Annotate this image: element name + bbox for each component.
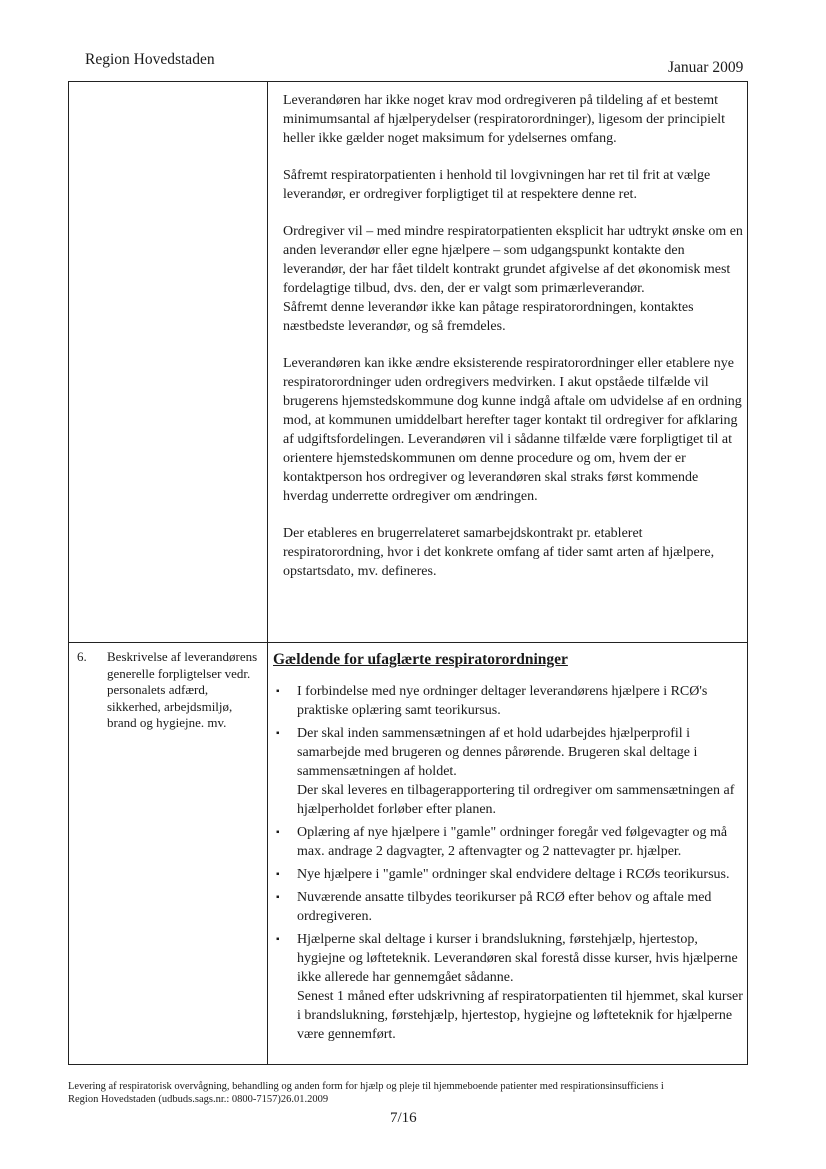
bullet-icon: ▪ — [276, 728, 280, 739]
column-divider — [267, 82, 268, 1064]
bullet-list — [273, 682, 743, 1044]
page-number: 7/16 — [390, 1110, 417, 1126]
requirements-table — [68, 81, 748, 1065]
list-item — [273, 682, 743, 720]
section-label: Beskrivelse af leverandørens generelle forpligtelser vedr. personalets adfærd, sikkerhed, arbejdsmiljø, brand og hygiejne. mv. — [107, 649, 258, 730]
list-item — [273, 865, 743, 884]
list-item — [273, 930, 743, 1044]
section-heading: Gældende for ufaglærte respiratorordninger — [273, 651, 568, 668]
row-divider — [69, 642, 747, 643]
paragraph: Såfremt denne leverandør ikke kan påtage respiratorordningen, kontaktes næstbedste leverandør, og så fremdeles. — [283, 300, 694, 334]
paragraph: Ordregiver vil – med mindre respiratorpatienten eksplicit har udtrykt ønske om en anden leverandør eller egne hjælpere – som udgangspunkt kontakte den leverandør, der har fået tildelt kontrakt grundet afgivelse af det økonomisk mest fordelagtige tilbud, dvs. den, der er valgt som primærleverandør. — [283, 224, 743, 296]
bullet-icon: ▪ — [276, 686, 280, 697]
paragraph: Leverandøren kan ikke ændre eksisterende respiratorordninger eller etablere nye respiratorordninger uden ordregivers medvirken. I akut opståede tilfælde vil brugerens hjemstedskommune dog kunne indgå aftale om udvidelse af en ordning mod, at kommunen umiddelbart herefter tager kontakt til ordregiver for afklaring af udgiftsfordelingen. Leverandøren vil i sådanne tilfælde være forpligtiget til at orientere hjemstedskommunen om denne procedure og om, hvem der er kontaktperson hos ordregiver og leverandøren skal straks først kommende hverdag underrette ordregiver om ændringen. — [283, 356, 742, 504]
list-item — [273, 823, 743, 861]
list-item-text: Der skal inden sammensætningen af et hold udarbejdes hjælperprofil i samarbejde med brugeren og dennes pårørende. Brugeren skal deltage i sammensætningen af holdet. — [297, 726, 698, 779]
list-item-text: Oplæring af nye hjælpere i "gamle" ordninger foregår ved følgevagter og må max. andrage 2 dagvagter, 2 aftenvagter og 2 nattevagter pr. hjælper. — [297, 825, 728, 859]
paragraph: Der etableres en brugerrelateret samarbejdskontrakt pr. etableret respiratorordning, hvor i det konkrete omfang af tider samt arten af hjælpere, opstartsdato, mv. defineres. — [283, 526, 715, 579]
bullet-icon: ▪ — [276, 827, 280, 838]
header-organization: Region Hovedstaden — [85, 51, 215, 68]
bullet-icon: ▪ — [276, 934, 280, 945]
previous-section-cell — [283, 91, 745, 599]
list-item-text: Hjælperne skal deltage i kurser i brandslukning, førstehjælp, hjertestop, hygiejne og løfteteknik. Leverandøren skal forestå disse kurser, hvis hjælperne ikke allerede har gennemgået sådanne. — [297, 932, 738, 985]
paragraph: Leverandøren har ikke noget krav mod ordregiveren på tildeling af et bestemt minimumsantal af hjælperydelser (respiratorordninger), ligesom der principielt heller ikke gælder noget maksimum for ydelsernes omfang. — [283, 93, 726, 146]
header-date: Januar 2009 — [668, 59, 744, 76]
list-item — [273, 724, 743, 819]
section-number: 6. — [77, 649, 87, 664]
list-item-text: I forbindelse med nye ordninger deltager leverandørens hjælpere i RCØ's praktiske oplæring samt teorikursus. — [297, 684, 708, 718]
section-content-cell — [273, 650, 743, 1048]
bullet-icon: ▪ — [276, 892, 280, 903]
bullet-icon: ▪ — [276, 869, 280, 880]
list-item — [273, 888, 743, 926]
list-item-text: Nye hjælpere i "gamle" ordninger skal endvidere deltage i RCØs teorikursus. — [297, 867, 730, 882]
list-item-text: Nuværende ansatte tilbydes teorikurser på RCØ efter behov og aftale med ordregiveren. — [297, 890, 712, 924]
list-item-extra: Der skal leveres en tilbagerapportering til ordregiver om sammensætningen af hjælperholdet forløber efter planen. — [297, 783, 735, 817]
paragraph: Såfremt respiratorpatienten i henhold til lovgivningen har ret til frit at vælge leverandør, er ordregiver forpligtiget til at respektere denne ret. — [283, 168, 711, 202]
footer-text: Levering af respiratorisk overvågning, behandling og anden form for hjælp og pleje til hjemmeboende patienter med respirationsinsufficiens i Region Hovedstaden (udbuds.sags.nr.: 0800-7157)26.01.2009 — [68, 1081, 664, 1105]
list-item-extra: Senest 1 måned efter udskrivning af respiratorpatienten til hjemmet, skal kurser i brandslukning, førstehjælp, hjertestop, hygiejne og løfteteknik for hjælperne være gennemført. — [297, 989, 743, 1042]
